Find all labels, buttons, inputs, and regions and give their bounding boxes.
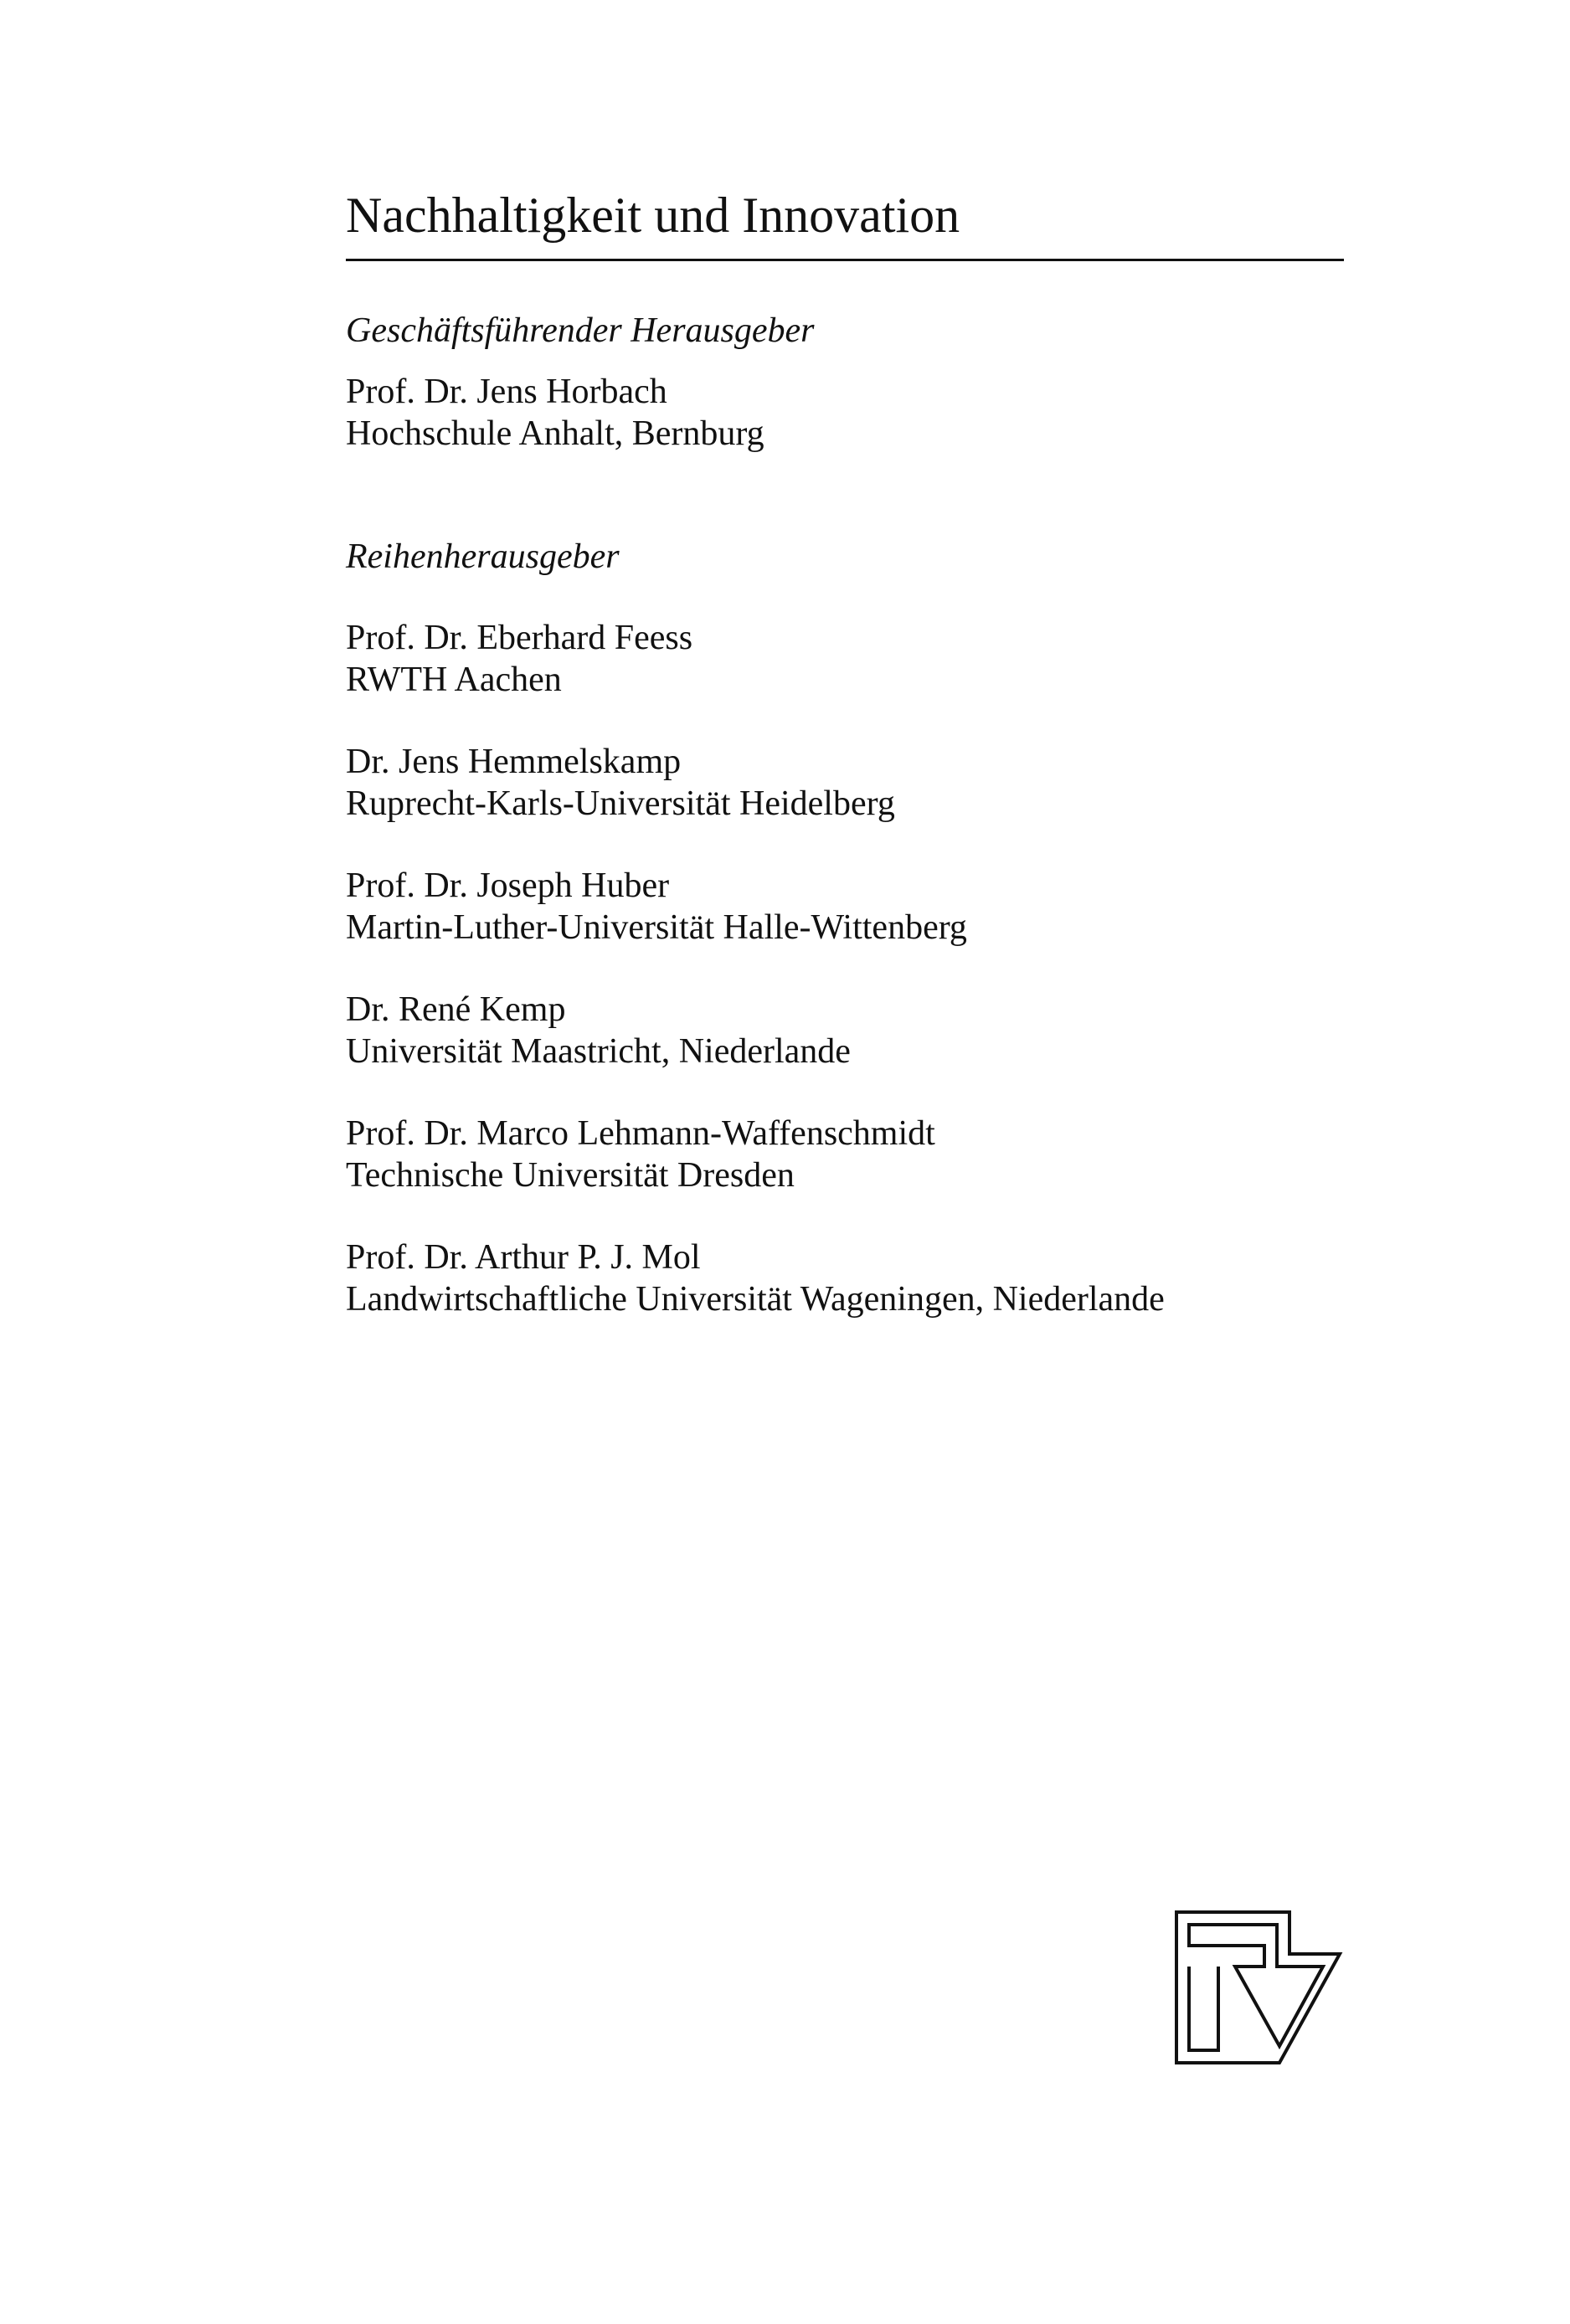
title-divider	[346, 259, 1344, 261]
managing-editor-heading: Geschäftsführender Herausgeber	[346, 311, 815, 350]
series-editor-name: Prof. Dr. Joseph Huber	[346, 866, 670, 905]
series-editor-affiliation: Landwirtschaftliche Universität Wageningen, Niederlande	[346, 1280, 1165, 1319]
series-editor	[346, 865, 967, 949]
managing-editor	[346, 371, 764, 455]
series-editor-affiliation: Ruprecht-Karls-Universität Heidelberg	[346, 784, 895, 823]
series-editor-affiliation: Technische Universität Dresden	[346, 1156, 795, 1195]
publisher-logo-icon	[1172, 1908, 1348, 2067]
series-editor-name: Prof. Dr. Marco Lehmann-Waffenschmidt	[346, 1114, 935, 1153]
managing-editor-name: Prof. Dr. Jens Horbach	[346, 373, 667, 411]
series-editor-name: Prof. Dr. Eberhard Feess	[346, 619, 693, 657]
series-editor-name: Dr. Jens Hemmelskamp	[346, 743, 682, 781]
series-editor-name: Prof. Dr. Arthur P. J. Mol	[346, 1238, 701, 1277]
series-editors-heading: Reihenherausgeber	[346, 537, 620, 576]
series-editor	[346, 617, 692, 701]
series-editor-name: Dr. René Kemp	[346, 990, 566, 1029]
series-editor-affiliation: Martin-Luther-Universität Halle-Wittenberg	[346, 908, 967, 947]
managing-editor-affiliation: Hochschule Anhalt, Bernburg	[346, 414, 764, 453]
series-editor	[346, 1113, 935, 1196]
series-editor	[346, 741, 895, 825]
series-editor-affiliation: Universität Maastricht, Niederlande	[346, 1032, 851, 1071]
series-editor	[346, 989, 851, 1072]
series-title: Nachhaltigkeit und Innovation	[346, 188, 960, 243]
series-editor	[346, 1237, 1165, 1320]
series-editor-affiliation: RWTH Aachen	[346, 661, 562, 699]
